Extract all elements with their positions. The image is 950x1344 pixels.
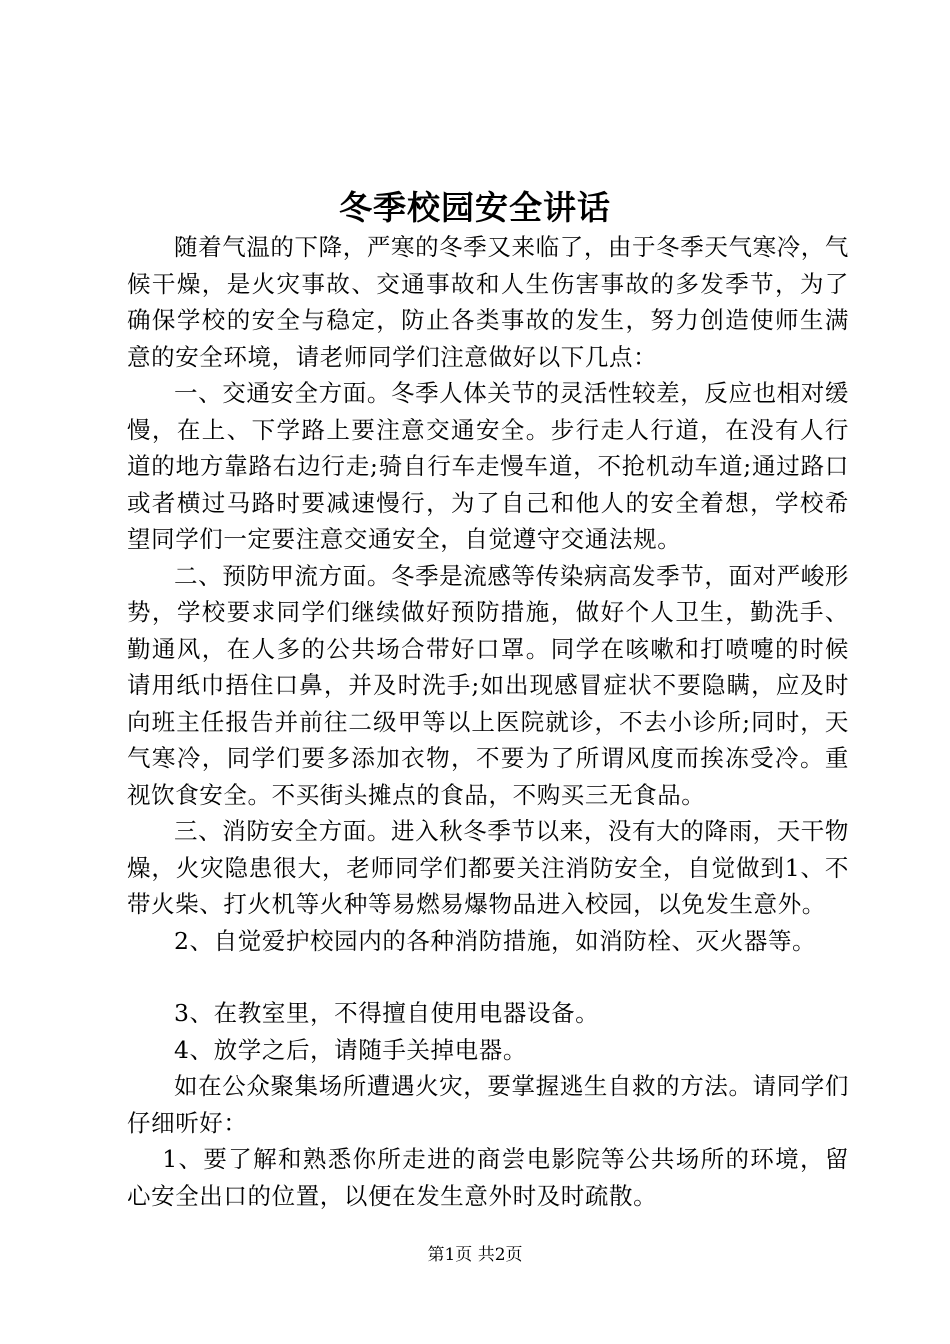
paragraph-traffic-safety: 一、交通安全方面。冬季人体关节的灵活性较差，反应也相对缓慢，在上、下学路上要注意交通安全。步行走人行道，在没有人行道的地方靠路右边行走;骑自行车走慢车道，不抢机动车道;通过路口或者横过马路时要减速慢行，为了自己和他人的安全着想，学校希望同学们一定要注意交通安全，自觉遵守交通法规。	[127, 379, 849, 553]
paragraph-fire-item-3: 3、在教室里，不得擅自使用电器设备。	[174, 999, 600, 1027]
paragraph-fire-item-4: 4、放学之后，请随手关掉电器。	[174, 1035, 527, 1064]
paragraph-escape-item-1: 1、要了解和熟悉你所走进的商尝电影院等公共场所的环境，留心安全出口的位置，以便在发生意外时及时疏散。	[127, 1145, 849, 1210]
document-body	[127, 229, 849, 1214]
paragraph-escape-intro: 如在公众聚集场所遭遇火灾，要掌握逃生自救的方法。请同学们仔细听好：	[127, 1072, 849, 1137]
paragraph-intro: 随着气温的下降，严寒的冬季又来临了，由于冬季天气寒冷，气候干燥，是火灾事故、交通事故和人生伤害事故的多发季节，为了确保学校的安全与稳定，防止各类事故的发生，努力创造使师生满意的安全环境，请老师同学们注意做好以下几点：	[127, 233, 849, 371]
page-footer: 第1页 共2页	[427, 1245, 523, 1265]
paragraph-fire-item-2: 2、自觉爱护校园内的各种消防措施，如消防栓、灭火器等。	[174, 926, 817, 955]
paragraph-fire-safety: 三、消防安全方面。进入秋冬季节以来，没有大的降雨，天干物燥，火灾隐患很大，老师同学们都要关注消防安全，自觉做到1、不带火柴、打火机等火种等易燃易爆物品进入校园，以免发生意外。	[127, 817, 849, 918]
document-title: 冬季校园安全讲话	[339, 188, 611, 227]
paragraph-flu-prevention: 二、预防甲流方面。冬季是流感等传染病高发季节，面对严峻形势，学校要求同学们继续做好预防措施，做好个人卫生，勤洗手、勤通风，在人多的公共场合带好口罩。同学在咳嗽和打喷嚏的时候请用纸巾捂住口鼻，并及时洗手;如出现感冒症状不要隐瞒，应及时向班主任报告并前往二级甲等以上医院就诊，不去小诊所;同时，天气寒冷，同学们要多添加衣物，不要为了所谓风度而挨冻受冷。重视饮食安全。不买街头摊点的食品，不购买三无食品。	[127, 561, 849, 809]
